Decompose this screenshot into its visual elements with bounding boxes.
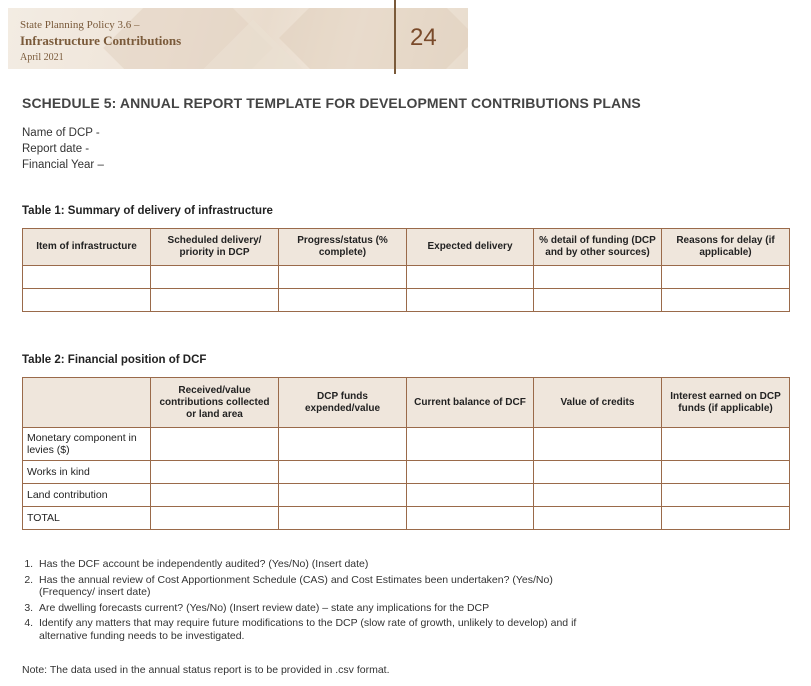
- table-cell[interactable]: [151, 266, 279, 289]
- banner-decoration: [279, 8, 468, 69]
- header-text: [20, 19, 181, 63]
- row-label: Monetary component in levies ($): [23, 428, 151, 461]
- table-cell[interactable]: [279, 484, 407, 507]
- table-cell[interactable]: [279, 507, 407, 530]
- list-item: 2. Has the annual review of Cost Apportionment Schedule (CAS) and Cost Estimates been undertaken? (Yes/No) (Frequency/ insert date): [36, 574, 582, 599]
- table-cell[interactable]: [534, 507, 662, 530]
- column-header: Interest earned on DCP funds (if applicable): [662, 378, 790, 428]
- page-number: 24: [410, 24, 437, 51]
- csv-note: Note: The data used in the annual status report is to be provided in .csv format.: [22, 664, 390, 676]
- table-cell[interactable]: [534, 289, 662, 312]
- table-cell[interactable]: [407, 289, 534, 312]
- table-cell[interactable]: [279, 266, 407, 289]
- column-header: Received/value contributions collected or land area: [151, 378, 279, 428]
- list-item: 3. Are dwelling forecasts current? (Yes/No) (Insert review date) – state any implications for the DCP: [36, 602, 582, 615]
- table-cell[interactable]: [662, 289, 790, 312]
- table-row: [23, 266, 790, 289]
- table-cell[interactable]: [662, 507, 790, 530]
- financial-table: [22, 377, 790, 530]
- table-cell[interactable]: [407, 484, 534, 507]
- header-banner: [8, 8, 468, 69]
- table-header-row: [23, 378, 790, 428]
- table-cell[interactable]: [151, 507, 279, 530]
- schedule-title: SCHEDULE 5: ANNUAL REPORT TEMPLATE FOR DEVELOPMENT CONTRIBUTIONS PLANS: [22, 95, 641, 111]
- table-cell[interactable]: [407, 266, 534, 289]
- financial-year-label: Financial Year –: [22, 159, 104, 171]
- table-cell[interactable]: [151, 289, 279, 312]
- table-cell[interactable]: [534, 266, 662, 289]
- table-cell[interactable]: [279, 428, 407, 461]
- table-cell[interactable]: [662, 484, 790, 507]
- table-cell[interactable]: [151, 461, 279, 484]
- column-header: Reasons for delay (if applicable): [662, 229, 790, 266]
- table-cell[interactable]: [23, 266, 151, 289]
- table-cell[interactable]: [662, 428, 790, 461]
- table-cell[interactable]: [151, 428, 279, 461]
- column-header: Value of credits: [534, 378, 662, 428]
- column-header: Expected delivery: [407, 229, 534, 266]
- list-item: 4. Identify any matters that may require future modifications to the DCP (slow rate of growth, unlikely to develop) and if alternative funding needs to be investigated.: [36, 617, 582, 642]
- table-cell[interactable]: [534, 428, 662, 461]
- table-cell[interactable]: [662, 266, 790, 289]
- list-item: 1. Has the DCF account be independently audited? (Yes/No) (Insert date): [36, 558, 582, 571]
- table-cell[interactable]: [534, 461, 662, 484]
- table-header-row: [23, 229, 790, 266]
- table-cell[interactable]: [662, 461, 790, 484]
- report-date-label: Report date -: [22, 143, 90, 155]
- table-row: [23, 461, 790, 484]
- policy-line: State Planning Policy 3.6 –: [20, 19, 140, 31]
- table1-caption: Table 1: Summary of delivery of infrastructure: [22, 205, 273, 217]
- policy-title: Infrastructure Contributions: [20, 33, 182, 48]
- dcp-name-label: Name of DCP -: [22, 127, 100, 139]
- table-cell[interactable]: [407, 461, 534, 484]
- column-header: % detail of funding (DCP and by other sources): [534, 229, 662, 266]
- table-cell[interactable]: [279, 461, 407, 484]
- policy-date: April 2021: [20, 52, 64, 63]
- column-header: DCP funds expended/value: [279, 378, 407, 428]
- column-header: Current balance of DCF: [407, 378, 534, 428]
- table-cell[interactable]: [534, 484, 662, 507]
- table-cell[interactable]: [407, 507, 534, 530]
- table-cell[interactable]: [151, 484, 279, 507]
- infrastructure-table: [22, 228, 790, 312]
- table2-caption: Table 2: Financial position of DCF: [22, 354, 207, 366]
- header-divider: [394, 0, 396, 74]
- questions-list: [22, 558, 582, 645]
- report-meta: [22, 125, 104, 173]
- column-header: [23, 378, 151, 428]
- column-header: Progress/status (% complete): [279, 229, 407, 266]
- table-row: [23, 289, 790, 312]
- table-row: [23, 428, 790, 461]
- table-cell[interactable]: [23, 289, 151, 312]
- row-label: TOTAL: [23, 507, 151, 530]
- column-header: Item of infrastructure: [23, 229, 151, 266]
- row-label: Works in kind: [23, 461, 151, 484]
- row-label: Land contribution: [23, 484, 151, 507]
- column-header: Scheduled delivery/ priority in DCP: [151, 229, 279, 266]
- table-cell[interactable]: [407, 428, 534, 461]
- table-cell[interactable]: [279, 289, 407, 312]
- table-row: [23, 507, 790, 530]
- table-row: [23, 484, 790, 507]
